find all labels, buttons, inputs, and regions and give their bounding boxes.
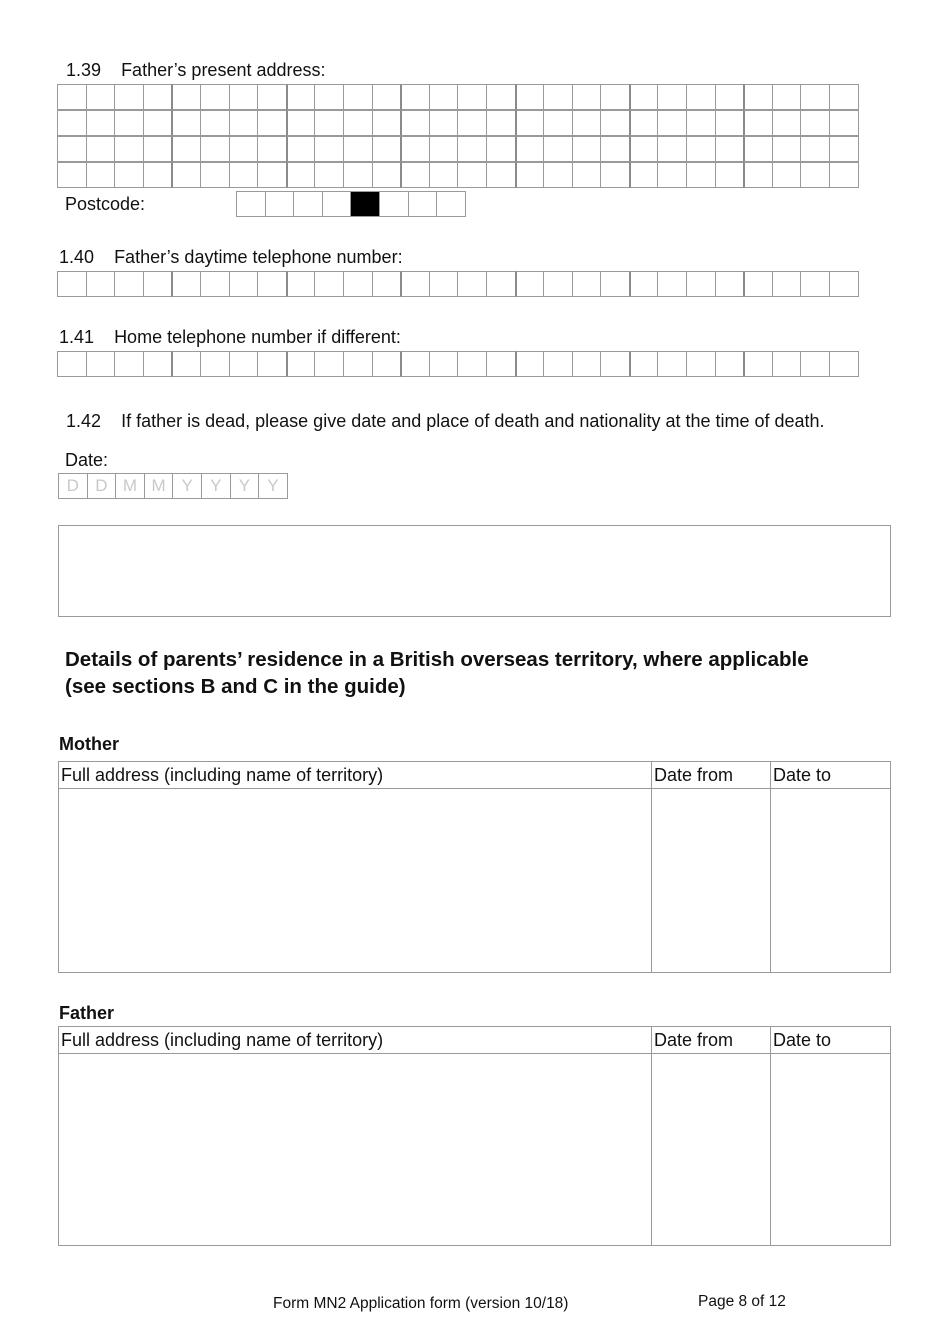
address-box[interactable]	[743, 136, 773, 162]
table-row	[59, 1054, 891, 1246]
telephone-box[interactable]	[829, 351, 859, 377]
date-box[interactable]: D	[58, 473, 88, 499]
address-box[interactable]	[800, 110, 830, 136]
address-box[interactable]	[457, 110, 487, 136]
telephone-box[interactable]	[314, 351, 344, 377]
address-box[interactable]	[829, 162, 859, 188]
address-box[interactable]	[429, 110, 459, 136]
address-box[interactable]	[572, 110, 602, 136]
address-box[interactable]	[829, 110, 859, 136]
telephone-box[interactable]	[600, 271, 630, 297]
col-address: Full address (including name of territory)	[59, 1027, 652, 1054]
address-row	[58, 162, 859, 188]
address-box[interactable]	[686, 162, 716, 188]
telephone-box[interactable]	[229, 351, 259, 377]
telephone-box[interactable]	[543, 271, 573, 297]
telephone-box[interactable]	[743, 351, 773, 377]
address-box[interactable]	[372, 84, 402, 110]
date-box[interactable]: D	[87, 473, 117, 499]
telephone-box[interactable]	[143, 271, 173, 297]
section-heading-line2: (see sections B and C in the guide)	[65, 675, 406, 698]
address-box[interactable]	[429, 84, 459, 110]
telephone-box[interactable]	[800, 351, 830, 377]
address-box[interactable]	[57, 162, 87, 188]
address-box[interactable]	[543, 84, 573, 110]
address-box[interactable]	[314, 110, 344, 136]
address-box[interactable]	[57, 110, 87, 136]
telephone-box[interactable]	[715, 351, 745, 377]
address-box[interactable]	[457, 162, 487, 188]
telephone-box[interactable]	[515, 351, 545, 377]
address-box[interactable]	[114, 136, 144, 162]
col-date-to: Date to	[771, 1027, 891, 1054]
question-number: 1.40	[59, 247, 95, 267]
telephone-box[interactable]	[86, 271, 116, 297]
telephone-box[interactable]	[200, 271, 230, 297]
question-text: Father’s daytime telephone number:	[114, 247, 403, 267]
telephone-box[interactable]	[429, 351, 459, 377]
mother-date-to-cell[interactable]	[771, 789, 891, 973]
address-box[interactable]	[171, 136, 201, 162]
address-box[interactable]	[629, 84, 659, 110]
telephone-box[interactable]	[743, 271, 773, 297]
postcode-box	[350, 191, 380, 217]
address-box[interactable]	[543, 162, 573, 188]
father-date-to-cell[interactable]	[771, 1054, 891, 1246]
table-row	[59, 789, 891, 973]
mother-date-from-cell[interactable]	[652, 789, 771, 973]
address-box[interactable]	[743, 110, 773, 136]
col-date-to: Date to	[771, 762, 891, 789]
telephone-box[interactable]	[572, 271, 602, 297]
col-date-from: Date from	[652, 1027, 771, 1054]
telephone-box[interactable]	[286, 271, 316, 297]
address-box[interactable]	[372, 162, 402, 188]
col-address: Full address (including name of territory)	[59, 762, 652, 789]
address-box[interactable]	[772, 162, 802, 188]
address-box[interactable]	[257, 110, 287, 136]
address-box[interactable]	[229, 84, 259, 110]
telephone-box[interactable]	[86, 351, 116, 377]
telephone-box[interactable]	[229, 271, 259, 297]
telephone-box[interactable]	[400, 351, 430, 377]
address-row	[58, 84, 859, 110]
address-box[interactable]	[143, 110, 173, 136]
address-box[interactable]	[257, 136, 287, 162]
address-box[interactable]	[229, 136, 259, 162]
address-box[interactable]	[372, 136, 402, 162]
telephone-box[interactable]	[400, 271, 430, 297]
address-box[interactable]	[772, 110, 802, 136]
telephone-box[interactable]	[457, 271, 487, 297]
postcode-box[interactable]	[293, 191, 323, 217]
address-box[interactable]	[343, 136, 373, 162]
telephone-box[interactable]	[114, 351, 144, 377]
date-box[interactable]: Y	[201, 473, 231, 499]
address-box[interactable]	[86, 162, 116, 188]
question-1-41-label	[59, 327, 401, 348]
address-box[interactable]	[829, 136, 859, 162]
address-box[interactable]	[171, 84, 201, 110]
question-text: Home telephone number if different:	[114, 327, 401, 347]
daytime-telephone-row	[58, 271, 859, 297]
address-box[interactable]	[800, 84, 830, 110]
address-box[interactable]	[743, 84, 773, 110]
question-1-40-label	[59, 247, 403, 268]
footer-form-id: Form MN2 Application form (version 10/18)	[273, 1295, 569, 1312]
address-box[interactable]	[829, 84, 859, 110]
address-box[interactable]	[429, 162, 459, 188]
address-box[interactable]	[372, 110, 402, 136]
address-box[interactable]	[200, 136, 230, 162]
section-heading-line1: Details of parents’ residence in a British overseas territory, where applicable	[65, 648, 809, 671]
address-box[interactable]	[286, 162, 316, 188]
address-box[interactable]	[457, 84, 487, 110]
address-box[interactable]	[629, 110, 659, 136]
address-box[interactable]	[600, 162, 630, 188]
address-box[interactable]	[286, 136, 316, 162]
question-number: 1.41	[59, 327, 95, 347]
telephone-box[interactable]	[429, 271, 459, 297]
address-box[interactable]	[114, 84, 144, 110]
mother-title: Mother	[59, 734, 119, 754]
address-box[interactable]	[343, 84, 373, 110]
telephone-box[interactable]	[57, 351, 87, 377]
address-box[interactable]	[686, 110, 716, 136]
address-box[interactable]	[400, 162, 430, 188]
telephone-box[interactable]	[257, 351, 287, 377]
mother-address-cell[interactable]	[59, 789, 652, 973]
address-box[interactable]	[486, 84, 516, 110]
address-box[interactable]	[543, 136, 573, 162]
date-box[interactable]: M	[115, 473, 145, 499]
address-box[interactable]	[57, 84, 87, 110]
address-box[interactable]	[772, 84, 802, 110]
address-box[interactable]	[143, 162, 173, 188]
question-text: Father’s present address:	[121, 60, 326, 80]
telephone-box[interactable]	[171, 351, 201, 377]
table-header-row	[59, 1027, 891, 1054]
col-date-from: Date from	[652, 762, 771, 789]
address-box[interactable]	[429, 136, 459, 162]
address-box[interactable]	[743, 162, 773, 188]
address-box[interactable]	[686, 136, 716, 162]
address-box[interactable]	[686, 84, 716, 110]
address-box[interactable]	[229, 110, 259, 136]
father-address-cell[interactable]	[59, 1054, 652, 1246]
address-box[interactable]	[257, 84, 287, 110]
address-box[interactable]	[314, 162, 344, 188]
death-date-field[interactable]	[59, 473, 288, 499]
address-box[interactable]	[800, 136, 830, 162]
address-box[interactable]	[800, 162, 830, 188]
address-box[interactable]	[171, 110, 201, 136]
question-number: 1.42	[66, 411, 102, 431]
father-date-from-cell[interactable]	[652, 1054, 771, 1246]
telephone-box[interactable]	[543, 351, 573, 377]
telephone-box[interactable]	[143, 351, 173, 377]
address-box[interactable]	[200, 84, 230, 110]
address-box[interactable]	[715, 84, 745, 110]
postcode-box[interactable]	[265, 191, 295, 217]
address-box[interactable]	[486, 162, 516, 188]
address-box[interactable]	[143, 136, 173, 162]
address-box[interactable]	[143, 84, 173, 110]
telephone-box[interactable]	[715, 271, 745, 297]
telephone-box[interactable]	[600, 351, 630, 377]
address-box[interactable]	[572, 162, 602, 188]
address-box[interactable]	[657, 162, 687, 188]
address-box[interactable]	[715, 110, 745, 136]
address-row	[58, 110, 859, 136]
telephone-box[interactable]	[171, 271, 201, 297]
address-box[interactable]	[486, 110, 516, 136]
address-box[interactable]	[657, 136, 687, 162]
telephone-box[interactable]	[372, 351, 402, 377]
address-box[interactable]	[515, 110, 545, 136]
section-heading	[65, 646, 809, 700]
address-box[interactable]	[515, 162, 545, 188]
telephone-box[interactable]	[629, 351, 659, 377]
address-box[interactable]	[400, 136, 430, 162]
address-box[interactable]	[400, 110, 430, 136]
table-header-row	[59, 762, 891, 789]
father-title: Father	[59, 1003, 115, 1023]
address-box[interactable]	[286, 110, 316, 136]
telephone-box[interactable]	[286, 351, 316, 377]
address-box[interactable]	[715, 162, 745, 188]
address-box[interactable]	[629, 136, 659, 162]
address-box[interactable]	[57, 136, 87, 162]
address-box[interactable]	[314, 136, 344, 162]
address-box[interactable]	[200, 110, 230, 136]
address-box[interactable]	[457, 136, 487, 162]
address-box[interactable]	[772, 136, 802, 162]
telephone-box[interactable]	[343, 271, 373, 297]
address-box[interactable]	[86, 84, 116, 110]
postcode-label: Postcode:	[65, 194, 146, 214]
address-box[interactable]	[200, 162, 230, 188]
telephone-box[interactable]	[257, 271, 287, 297]
postcode-box[interactable]	[379, 191, 409, 217]
telephone-box[interactable]	[57, 271, 87, 297]
telephone-box[interactable]	[572, 351, 602, 377]
telephone-box[interactable]	[486, 351, 516, 377]
telephone-box[interactable]	[200, 351, 230, 377]
date-box[interactable]: Y	[172, 473, 202, 499]
address-box[interactable]	[171, 162, 201, 188]
telephone-box[interactable]	[343, 351, 373, 377]
address-box[interactable]	[229, 162, 259, 188]
question-text: If father is dead, please give date and place of death and nationality at the time of death.	[121, 411, 825, 431]
address-box[interactable]	[600, 136, 630, 162]
telephone-box[interactable]	[657, 351, 687, 377]
postcode-box[interactable]	[436, 191, 466, 217]
address-box[interactable]	[400, 84, 430, 110]
date-box[interactable]: Y	[258, 473, 288, 499]
question-number: 1.39	[66, 60, 102, 80]
father-residence-table	[58, 1026, 891, 1246]
address-box[interactable]	[343, 162, 373, 188]
question-1-42-label	[66, 411, 825, 432]
address-box[interactable]	[114, 162, 144, 188]
telephone-box[interactable]	[686, 351, 716, 377]
home-telephone-row	[58, 351, 859, 377]
address-box[interactable]	[600, 110, 630, 136]
address-box[interactable]	[629, 162, 659, 188]
telephone-box[interactable]	[114, 271, 144, 297]
address-box[interactable]	[572, 84, 602, 110]
telephone-box[interactable]	[686, 271, 716, 297]
address-box[interactable]	[314, 84, 344, 110]
address-row	[58, 136, 859, 162]
telephone-box[interactable]	[629, 271, 659, 297]
address-box[interactable]	[543, 110, 573, 136]
date-box[interactable]: M	[144, 473, 174, 499]
telephone-box[interactable]	[515, 271, 545, 297]
address-box[interactable]	[286, 84, 316, 110]
telephone-box[interactable]	[772, 271, 802, 297]
telephone-box[interactable]	[486, 271, 516, 297]
address-box[interactable]	[572, 136, 602, 162]
address-box[interactable]	[86, 136, 116, 162]
address-box[interactable]	[257, 162, 287, 188]
mother-residence-table	[58, 761, 891, 973]
telephone-box[interactable]	[657, 271, 687, 297]
address-box[interactable]	[515, 84, 545, 110]
postcode-box[interactable]	[236, 191, 266, 217]
date-label: Date:	[65, 450, 109, 470]
postcode-field[interactable]	[237, 191, 466, 217]
address-box[interactable]	[86, 110, 116, 136]
telephone-box[interactable]	[800, 271, 830, 297]
address-box[interactable]	[657, 84, 687, 110]
telephone-box[interactable]	[772, 351, 802, 377]
footer-page-number: Page 8 of 12	[698, 1293, 786, 1310]
death-details-textbox[interactable]	[58, 525, 891, 617]
telephone-box[interactable]	[829, 271, 859, 297]
postcode-box[interactable]	[322, 191, 352, 217]
address-box[interactable]	[486, 136, 516, 162]
address-box[interactable]	[343, 110, 373, 136]
telephone-box[interactable]	[457, 351, 487, 377]
telephone-box[interactable]	[314, 271, 344, 297]
address-box[interactable]	[715, 136, 745, 162]
address-box[interactable]	[114, 110, 144, 136]
address-box[interactable]	[515, 136, 545, 162]
address-box[interactable]	[600, 84, 630, 110]
telephone-box[interactable]	[372, 271, 402, 297]
date-box[interactable]: Y	[230, 473, 260, 499]
postcode-box[interactable]	[408, 191, 438, 217]
question-1-39-label	[66, 60, 326, 81]
address-box[interactable]	[657, 110, 687, 136]
